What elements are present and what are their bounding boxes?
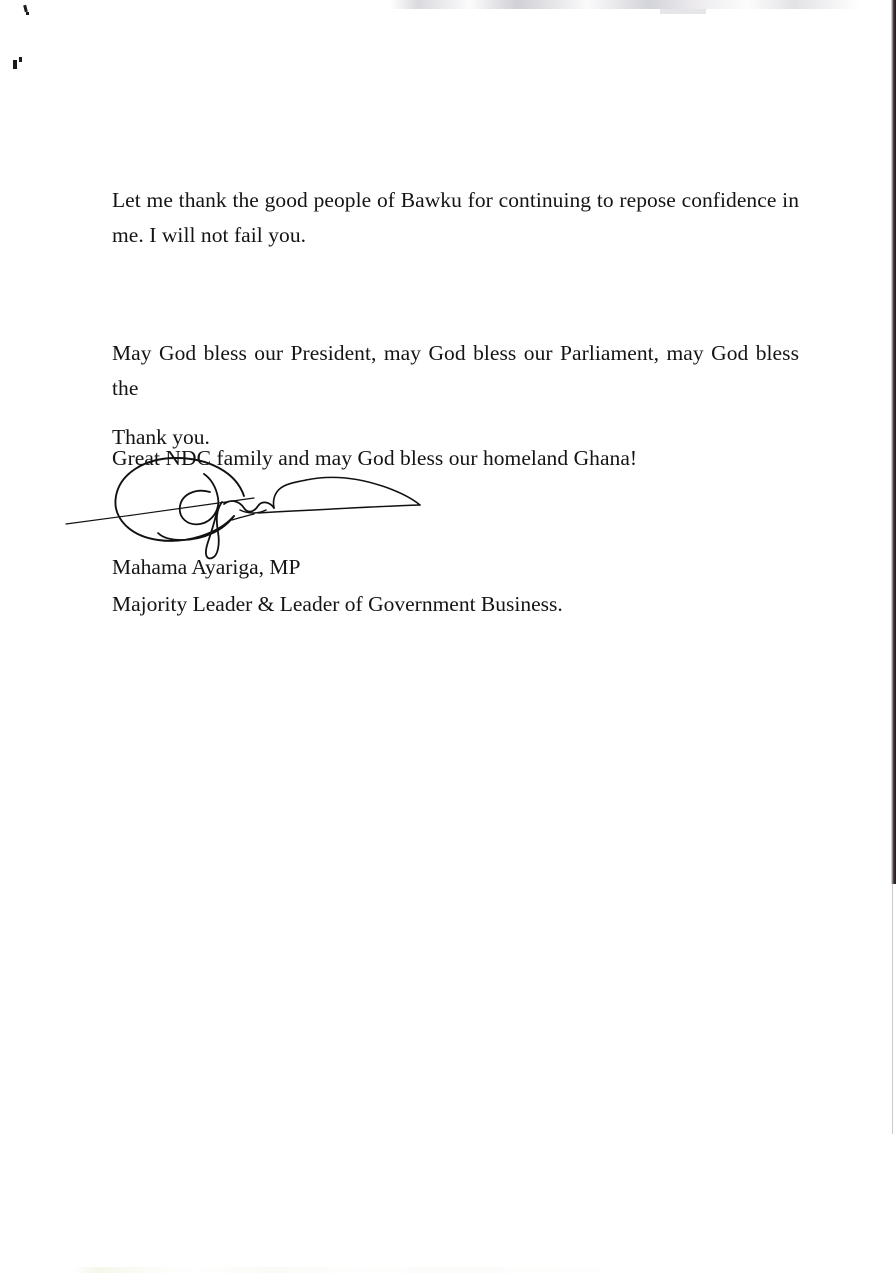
scan-artifact-right-edge-faint: [892, 884, 893, 1134]
scan-artifact-top-edge-secondary: [660, 9, 706, 14]
letter-body: [112, 183, 799, 476]
scan-artifact-bottom-edge: [70, 1267, 630, 1273]
signatory-name: Mahama Ayariga, MP: [112, 555, 301, 579]
paragraph-blessing-line-1: May God bless our President, may God bless our Parliament, may God bless the: [112, 341, 799, 400]
scan-artifact-right-edge: [891, 0, 896, 884]
scan-artifact-top-edge: [390, 0, 860, 9]
paragraph-blessing-line-2: Great NDC family and may God bless our homeland Ghana!: [112, 446, 638, 470]
scan-speck: [13, 60, 17, 69]
paragraph-thanks: Let me thank the good people of Bawku for continuing to repose confidence in me. I will not fail you.: [112, 188, 799, 247]
scan-speck: [19, 57, 22, 62]
closing-line: Thank you.: [112, 425, 210, 449]
paragraph-blessing: [112, 336, 799, 476]
signatory-title: Majority Leader & Leader of Government Business.: [112, 592, 563, 616]
scan-speck: [26, 12, 29, 15]
